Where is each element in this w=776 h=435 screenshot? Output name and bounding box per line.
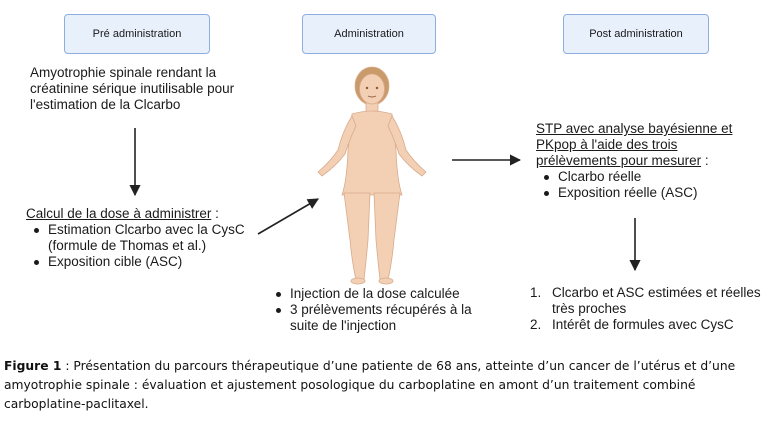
result-number: 1. (530, 285, 542, 300)
dose-calc-item: Exposition cible (ASC) (26, 254, 248, 270)
patient-figure-icon (318, 67, 426, 284)
figure-caption-text: : Présentation du parcours thérapeutique d’une patiente de 68 ans, atteinte d’un cancer de l’utérus et d’une amyotrophie spinale : évaluation et ajustement posologique du carboplatine en amont d’un traitement combiné carboplatine-paclitaxel. (4, 359, 736, 411)
stp-title: STP avec analyse bayésienne et PKpop à l'aide des trois prélèvements pour mesurer (536, 121, 733, 168)
pre-context-text: Amyotrophie spinale rendant la créatinine sérique inutilisable pour l'estimation de la Clcarbo (30, 65, 235, 112)
result-number: 2. (530, 317, 542, 332)
phase-label-post: Post administration (589, 28, 683, 40)
figure-caption (4, 357, 772, 414)
phase-label-pre: Pré administration (92, 28, 182, 40)
stp-item: Clcarbo réelle (536, 169, 741, 185)
result-text: Intérêt de formules avec CysC (552, 317, 734, 332)
injection-item: 3 prélèvements récupérés à la suite de l'injection (268, 302, 500, 334)
stp-item: Exposition réelle (ASC) (536, 185, 741, 201)
arrow-to-figure (258, 199, 318, 234)
result-text: Clcarbo et ASC estimées et réelles très proches (552, 285, 761, 316)
figure-label: Figure 1 (4, 359, 62, 373)
dose-calc-suffix: : (211, 206, 219, 221)
dose-calc-title: Calcul de la dose à administrer (26, 206, 212, 221)
injection-item: Injection de la dose calculée (268, 286, 500, 302)
phase-label-admin: Administration (334, 28, 404, 40)
stp-suffix: : (701, 153, 709, 168)
dose-calc-item: Estimation Clcarbo avec la CysC (formule de Thomas et al.) (26, 222, 248, 254)
